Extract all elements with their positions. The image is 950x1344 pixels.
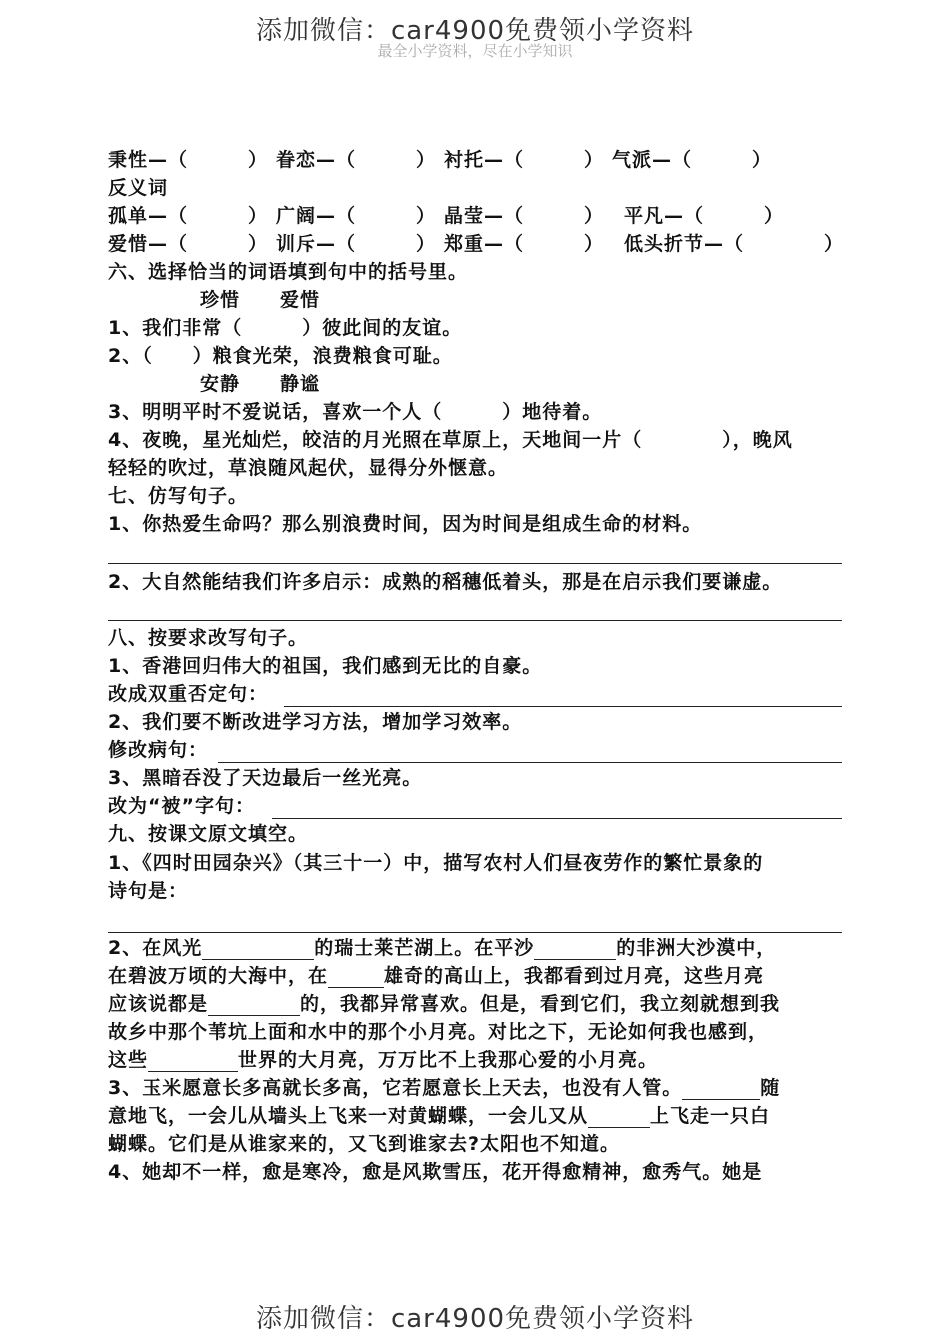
s7-question-2: 2、大自然能结我们许多启示：成熟的稻穗低着头，那是在启示我们要谦虚。	[108, 571, 783, 593]
antonym-title: 反义词	[108, 177, 169, 199]
s9-q2-line-5	[108, 1048, 658, 1072]
s9-q2-line-1	[108, 936, 776, 960]
blank-field[interactable]	[208, 995, 300, 1016]
blank-field[interactable]	[682, 1079, 760, 1100]
s8-question-2: 2、我们要不断改进学习方法，增加学习效率。	[108, 711, 523, 733]
word-pair-2: 安静 静谧	[200, 373, 321, 395]
answer-line[interactable]	[272, 818, 842, 819]
s7-question-1: 1、你热爱生命吗？那么别浪费时间，因为时间是组成生命的材料。	[108, 513, 703, 535]
answer-line[interactable]	[108, 563, 842, 564]
section-6-title: 六、选择恰当的词语填到句中的括号里。	[108, 261, 469, 283]
faint-header: 最全小学资料，尽在小学知识	[377, 42, 573, 60]
s6-question-3: 3、明明平时不爱说话，喜欢一个人（ ）地待着。	[108, 401, 603, 423]
s9-question-4: 4、她却不一样，愈是寒冷，愈是风欺雪压，花开得愈精神，愈秀气。她是	[108, 1161, 763, 1183]
blank-field[interactable]	[328, 967, 384, 988]
s8-label-2: 修改病句：	[108, 739, 209, 761]
s6-question-4a: 4、夜晚，星光灿烂，皎洁的月光照在草原上，天地间一片（ ），晚风	[108, 429, 793, 451]
s6-question-2: 2、（ ）粮食光荣，浪费粮食可耻。	[108, 345, 453, 367]
answer-line[interactable]	[218, 762, 842, 763]
text: 的瑞士莱芒湖上。在平沙	[314, 937, 535, 959]
blank-field[interactable]	[148, 1051, 238, 1072]
text: 2、在风光	[108, 937, 203, 959]
s8-label-1: 改成双重否定句：	[108, 683, 269, 705]
text: 在碧波万顷的大海中，在	[108, 965, 329, 987]
s9-question-1b: 诗句是：	[108, 880, 189, 902]
answer-line[interactable]	[284, 706, 842, 707]
antonym-row-1	[108, 204, 784, 228]
s9-q3-line-3: 蝴蝶。它们是从谁家来的，又飞到谁家去?太阳也不知道。	[108, 1133, 621, 1155]
section-8-title: 八、按要求改写句子。	[108, 627, 309, 649]
word-item: 广阔—（ ）	[276, 205, 437, 227]
text: 雄奇的高山上，我都看到过月亮，这些月亮	[384, 965, 765, 987]
word-item: 晶莹—（ ）	[444, 205, 605, 227]
text: 的，我都异常喜欢。但是，看到它们，我立刻就想到我	[300, 993, 781, 1015]
answer-line[interactable]	[108, 932, 842, 933]
section-7-title: 七、仿写句子。	[108, 485, 249, 507]
text: 随	[760, 1077, 781, 1099]
s9-question-1a: 1、《四时田园杂兴》（其三十一）中，描写农村人们昼夜劳作的繁忙景象的	[108, 852, 764, 874]
word-item: 秉性—（ ）	[108, 149, 269, 171]
word-item: 衬托—（ ）	[444, 149, 605, 171]
word-item: 低头折节—（ ）	[624, 233, 845, 255]
s9-q3-line-2	[108, 1104, 770, 1128]
watermark-top: 添加微信：car4900免费领小学资料	[255, 16, 695, 46]
text: 这些	[108, 1049, 149, 1071]
blank-field[interactable]	[588, 1107, 650, 1128]
text: 世界的大月亮，万万比不上我那心爱的小月亮。	[238, 1049, 659, 1071]
synonym-row	[108, 148, 772, 172]
watermark-bottom: 添加微信：car4900免费领小学资料	[255, 1304, 695, 1334]
text: 应该说都是	[108, 993, 209, 1015]
word-item: 孤单—（ ）	[108, 205, 269, 227]
word-item: 训斥—（ ）	[276, 233, 437, 255]
word-item: 眷恋—（ ）	[276, 149, 437, 171]
blank-field[interactable]	[202, 939, 314, 960]
s8-question-1: 1、香港回归伟大的祖国，我们感到无比的自豪。	[108, 655, 543, 677]
s6-question-1: 1、我们非常（ ）彼此间的友谊。	[108, 317, 463, 339]
antonym-row-2	[108, 232, 844, 256]
word-item: 爱惜—（ ）	[108, 233, 269, 255]
word-item: 平凡—（ ）	[624, 205, 785, 227]
text: 的非洲大沙漠中，	[616, 937, 777, 959]
s9-q2-line-3	[108, 992, 780, 1016]
s6-question-4b: 轻轻的吹过，草浪随风起伏，显得分外惬意。	[108, 457, 509, 479]
text: 上飞走一只白	[650, 1105, 771, 1127]
s9-q2-line-4: 故乡中那个苇坑上面和水中的那个小月亮。对比之下，无论如何我也感到，	[108, 1021, 769, 1043]
word-item: 郑重—（ ）	[444, 233, 605, 255]
s9-q3-line-1	[108, 1076, 780, 1100]
text: 3、玉米愿意长多高就长多高，它若愿意长上天去，也没有人管。	[108, 1077, 683, 1099]
answer-line[interactable]	[108, 620, 842, 621]
s8-label-3: 改为“被”字句：	[108, 795, 255, 817]
section-9-title: 九、按课文原文填空。	[108, 823, 309, 845]
word-item: 气派—（ ）	[612, 149, 773, 171]
word-pair-1: 珍惜 爱惜	[200, 289, 321, 311]
text: 意地飞，一会儿从墙头上飞来一对黄蝴蝶，一会儿又从	[108, 1105, 589, 1127]
s8-question-3: 3、黑暗吞没了天边最后一丝光亮。	[108, 767, 423, 789]
blank-field[interactable]	[534, 939, 616, 960]
s9-q2-line-2	[108, 964, 764, 988]
